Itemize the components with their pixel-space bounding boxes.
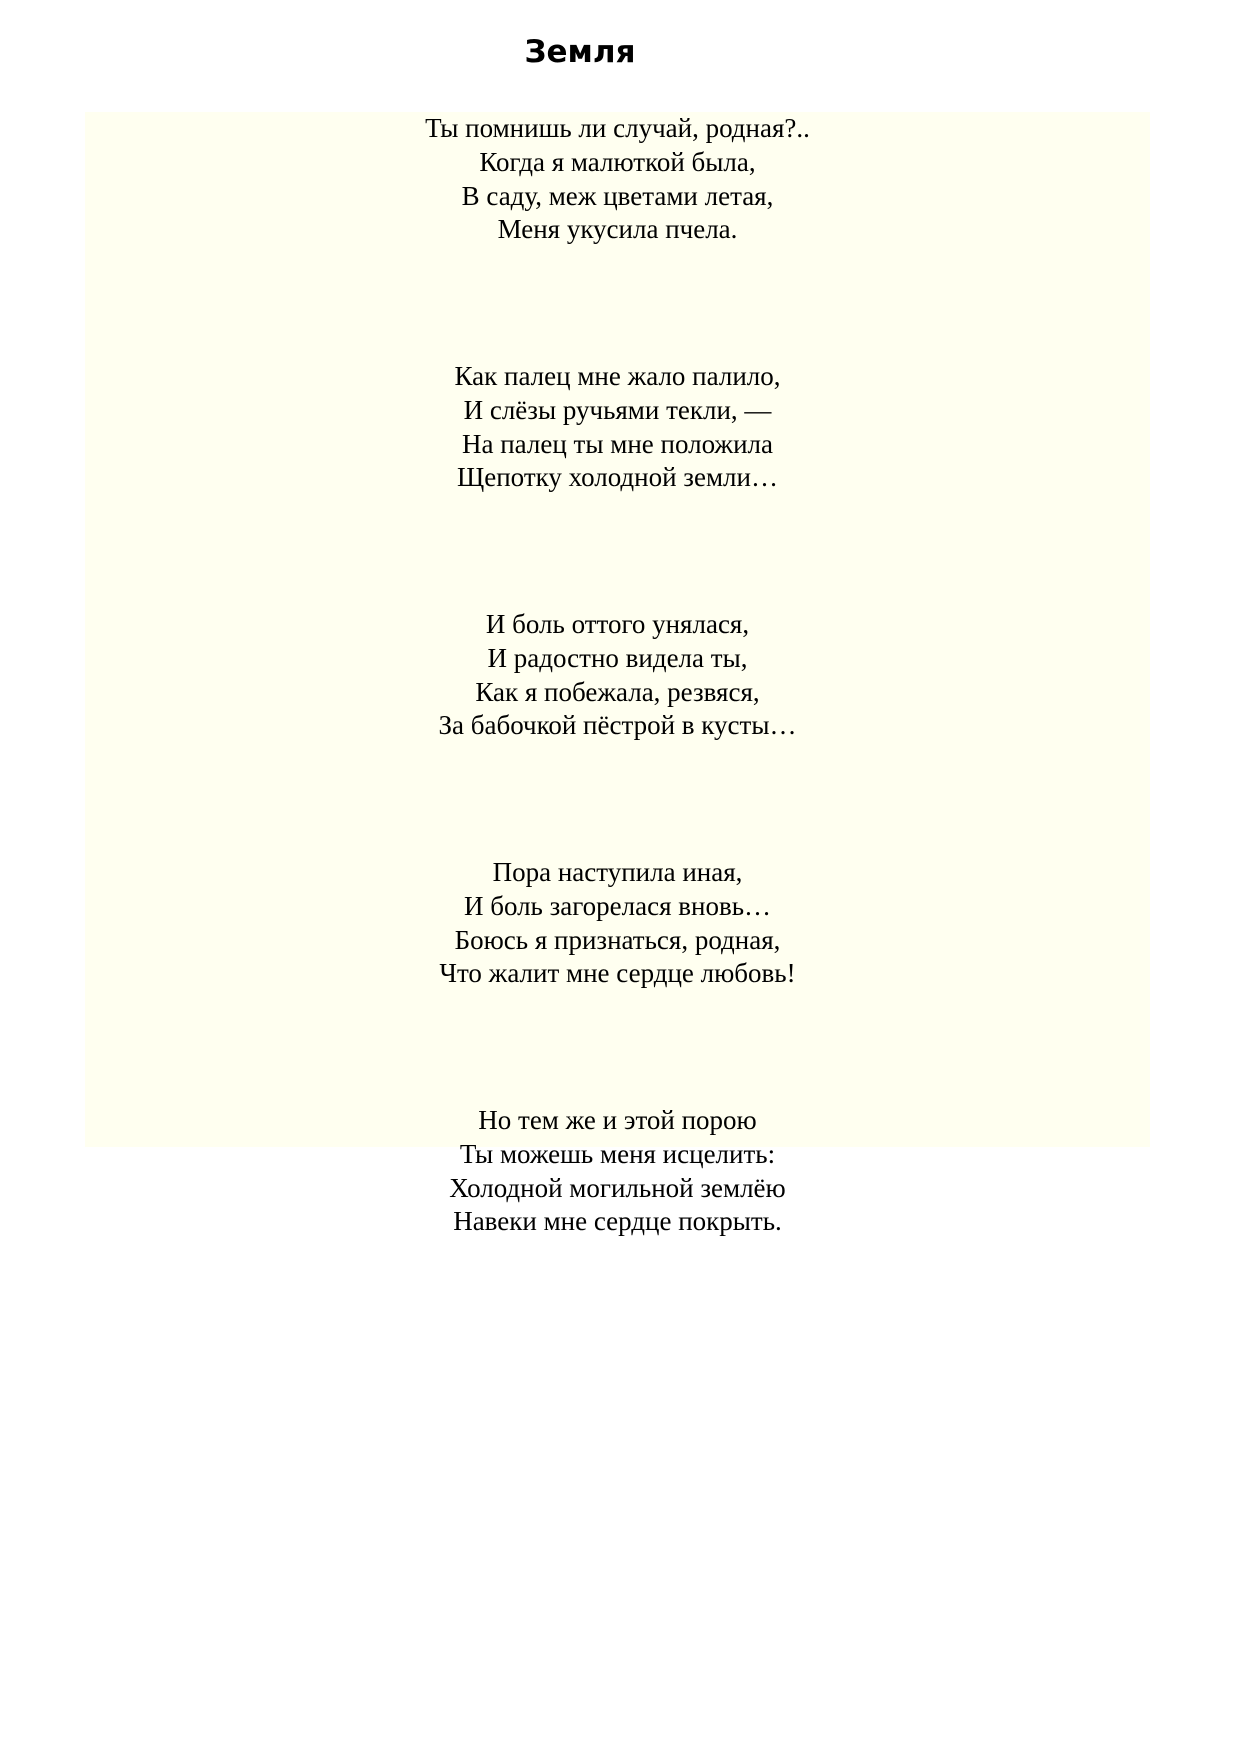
poem-line: На палец ты мне положила bbox=[462, 428, 773, 459]
poem-line: Как я побежала, резвяся, bbox=[475, 676, 760, 707]
poem bbox=[85, 112, 1150, 1239]
poem-line: Пора наступила иная, bbox=[492, 857, 743, 887]
poem-line: Щепотку холодной земли… bbox=[457, 462, 778, 493]
poem-line: И слёзы ручьями текли, — bbox=[463, 394, 772, 425]
poem-line: И боль оттого унялася, bbox=[485, 609, 750, 639]
poem-line: Когда я малюткой была, bbox=[479, 146, 756, 177]
poem-line: Что жалит мне сердце любовь! bbox=[439, 958, 796, 989]
stanza-2 bbox=[85, 360, 1150, 495]
page-title: Земля bbox=[524, 34, 636, 70]
poem-line: Ты можешь меня исцелить: bbox=[459, 1138, 776, 1169]
poem-line: Боюсь я признаться, родная, bbox=[454, 924, 781, 955]
poem-line: Но тем же и этой порою bbox=[478, 1105, 757, 1135]
poem-line: Ты помнишь ли случай, родная?.. bbox=[425, 113, 810, 143]
poem-line: И радостно видела ты, bbox=[487, 642, 748, 673]
poem-line: За бабочкой пёстрой в кусты… bbox=[438, 710, 797, 741]
stanza-4 bbox=[85, 856, 1150, 991]
poem-line: Меня укусила пчела. bbox=[497, 214, 738, 245]
stanza-3 bbox=[85, 608, 1150, 743]
poem-line: Навеки мне сердце покрыть. bbox=[453, 1206, 782, 1237]
poem-line: В саду, меж цветами летая, bbox=[461, 180, 774, 211]
stanza-5 bbox=[85, 1104, 1150, 1239]
stanza-1 bbox=[85, 112, 1150, 247]
poem-line: Холодной могильной землёю bbox=[449, 1172, 786, 1203]
poem-line: И боль загорелася вновь… bbox=[463, 890, 772, 921]
poem-block bbox=[85, 112, 1150, 1237]
poem-line: Как палец мне жало палило, bbox=[454, 361, 781, 391]
